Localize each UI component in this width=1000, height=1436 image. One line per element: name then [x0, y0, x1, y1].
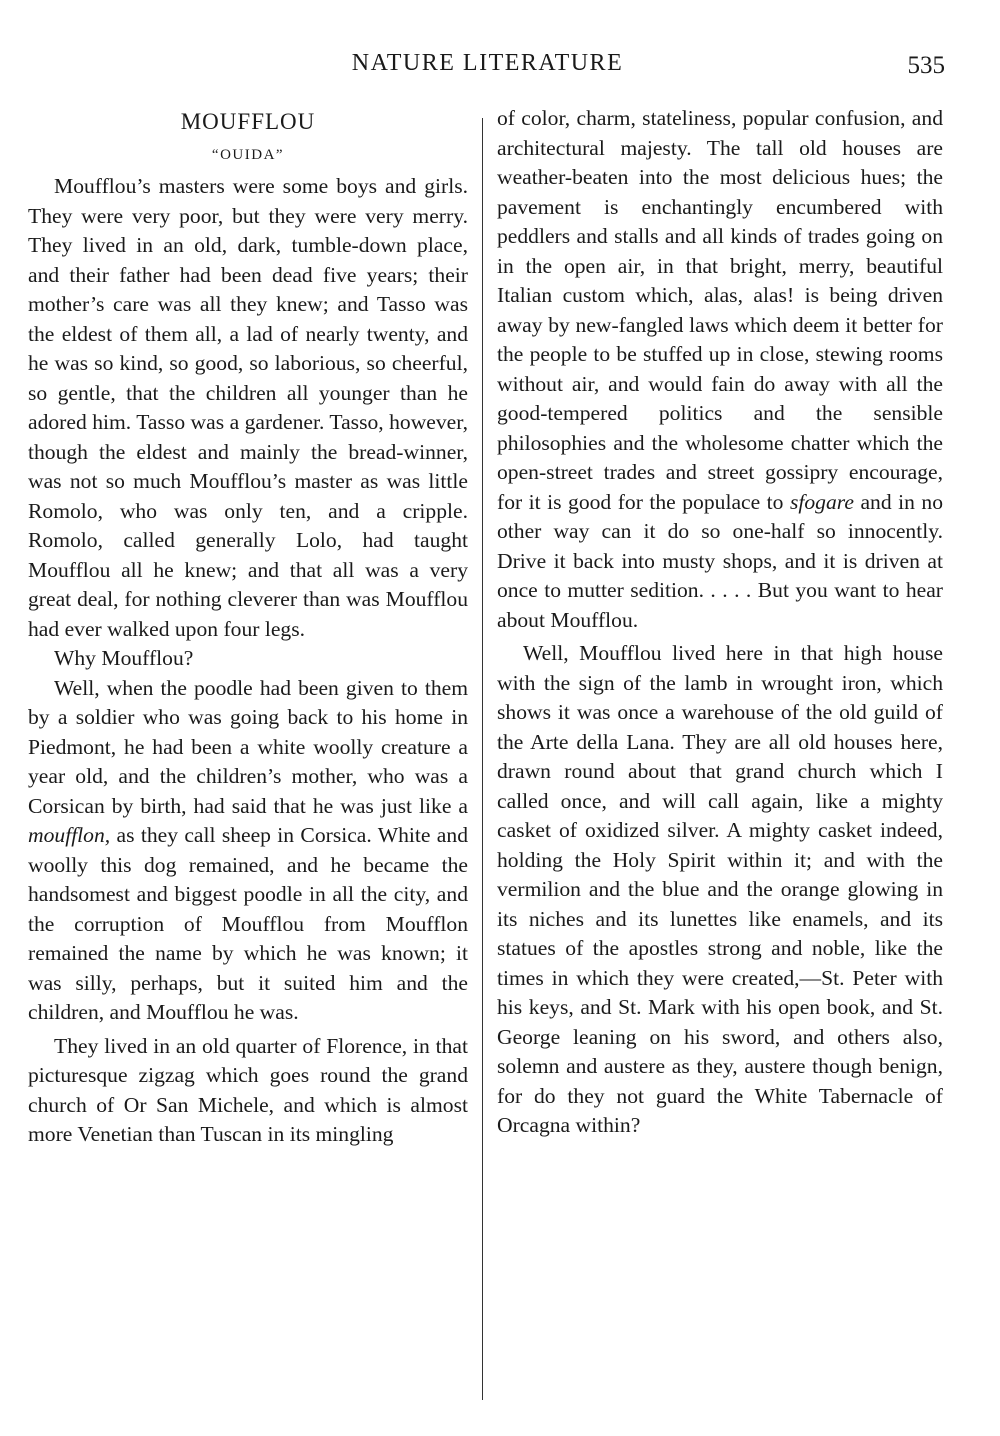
right-column [497, 104, 943, 1141]
paragraph-text: as they call sheep in Corsica. White and woolly this dog remained, and he became the handsomest and biggest poodle in all the city, and the corruption of Moufflou from Moufflon remained the name by which he was known; it was silly, perhaps, but it suited him and the children, and Moufflou he was. [28, 823, 468, 1024]
article-author: “OUIDA” [211, 147, 285, 163]
running-title: NATURE LITERATURE [351, 50, 624, 76]
running-head [30, 50, 945, 84]
italic-word: moufflon, [28, 823, 111, 847]
paragraph-continued [497, 104, 943, 635]
column-divider [482, 118, 483, 1400]
italic-word: sfogare [789, 489, 854, 514]
paragraph: Moufflou’s masters were some boys and girls. They were very poor, but they were very merry. They lived in an old, dark, tumble-down place, and their father had been dead five years; their mother’s care was all they knew; and Tasso was the eldest of them all, a lad of nearly twenty, and he was so kind, so good, so laborious, so cheerful, so gentle, that the children all younger than he adored him. Tasso was a gardener. Tasso, however, though the eldest and mainly the bread-winner, was not so much Moufflou’s master as was little Romolo, who was only ten, and a cripple. Romolo, called generally Lolo, had taught Moufflou all he knew; and that all was a very great deal, for nothing cleverer than was Moufflou had ever walked upon four legs. [28, 174, 468, 641]
page-number: 535 [907, 52, 945, 79]
paragraph: Why Moufflou? [54, 646, 194, 670]
paragraph-text: and in no other way can it do so one-half so innocently. Drive it back into musty shops, and it is driven at once to mutter sedition. . . . . But you want to hear about Moufflou. [497, 489, 943, 632]
article-title: MOUFFLOU [180, 109, 316, 134]
paragraph: They lived in an old quarter of Florence, in that picturesque zigzag which goes round the grand church of Or San Michele, and which is almost more Venetian than Tuscan in its mingling [28, 1033, 468, 1146]
paragraph-text: of color, charm, stateliness, popular confusion, and architectural majesty. The tall old houses are weather-beaten into the most delicious hues; the pavement is enchantingly encumbered with peddlers and stalls and all kinds of trades going on in the open air, in that bright, merry, beautiful Italian custom which, alas, alas! is being driven away by new-fangled laws which deem it better for the people to be stuffed up in close, stewing rooms without air, and would fain do away with all the good-tempered politics and the sensible philosophies and the wholesome chatter which the open-street trades and street gossipry encourage, for it is good for the populace to [497, 106, 943, 514]
paragraph-text: Well, when the poodle had been given to them by a soldier who was going back to his home in Piedmont, he had been a white woolly creature a year old, and the children’s mother, who was a Corsican by birth, had said that he was just like a [28, 675, 468, 818]
paragraph [28, 674, 468, 1028]
paragraph: Well, Moufflou lived here in that high house with the sign of the lamb in wrought iron, which shows it was once a warehouse of the old guild of the Arte della Lana. They are all old houses here, drawn round about that grand church which I called once, and will call again, like a mighty casket of oxidized silver. A mighty casket indeed, holding the Holy Spirit within it; and with the vermilion and the blue and the orange glowing in its niches and its lunettes like enamels, and its statues of the apostles strong and noble, like the times in which they were created,—St. Peter with his keys, and St. Mark with his open book, and St. George leaning on his sword, and others also, solemn and austere as they, austere though benign, for do they not guard the White Tabernacle of Orcagna within? [497, 641, 943, 1137]
left-column [28, 104, 468, 1150]
